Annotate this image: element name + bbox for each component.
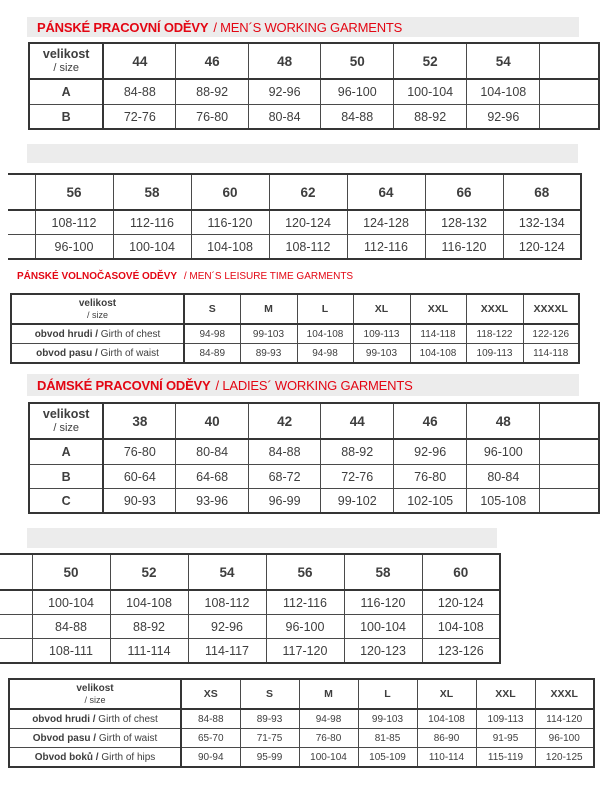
- range-cell: 94-98: [184, 324, 240, 344]
- size-label: velikost: [76, 682, 114, 694]
- size-cell: XXL: [410, 294, 466, 324]
- table-header-row: [29, 43, 599, 79]
- range-cell: 86-90: [417, 729, 476, 748]
- range-cell: 96-100: [266, 615, 344, 639]
- range-cell: 99-103: [353, 344, 410, 364]
- table-row-waist: [11, 344, 579, 364]
- range-cell: 116-120: [191, 210, 269, 235]
- range-cell: 123-126: [422, 639, 500, 664]
- range-cell: 100-104: [113, 235, 191, 260]
- range-cell: 92-96: [394, 439, 467, 465]
- range-cell: 132-134: [503, 210, 581, 235]
- row-label-cz: obvod pasu /: [36, 347, 98, 359]
- size-cell: 44: [321, 403, 394, 439]
- size-cell: 52: [394, 43, 467, 79]
- range-cell: 94-98: [299, 709, 358, 729]
- row-label-cz: Obvod boků /: [34, 751, 99, 763]
- cutoff-cell: [540, 105, 599, 130]
- row-label-cz: obvod hrudi /: [32, 713, 96, 725]
- range-cell: 99-102: [321, 489, 394, 514]
- row-label: [11, 324, 184, 344]
- range-cell: 96-100: [467, 439, 540, 465]
- size-label: velikost: [42, 47, 90, 62]
- range-cell: 100-104: [32, 590, 110, 615]
- cutoff-cell: [540, 43, 599, 79]
- range-cell: 104-108: [297, 324, 353, 344]
- row-label-cz: obvod hrudi /: [34, 328, 99, 340]
- size-cell: XXXL: [535, 679, 594, 709]
- range-cell: 71-75: [240, 729, 299, 748]
- size-cell: 42: [248, 403, 320, 439]
- table-row-chest: [9, 709, 594, 729]
- range-cell: 60-64: [103, 465, 176, 489]
- size-cell: L: [358, 679, 417, 709]
- range-cell: 84-89: [184, 344, 240, 364]
- range-cell: 90-93: [103, 489, 176, 514]
- range-cell: 95-99: [240, 748, 299, 768]
- size-cell: 50: [321, 43, 394, 79]
- range-cell: 93-96: [176, 489, 248, 514]
- range-cell: 109-113: [466, 344, 523, 364]
- section-header-mens-leisure: [17, 271, 353, 282]
- table-row: [8, 235, 581, 260]
- row-label: [9, 709, 181, 729]
- range-cell: 116-120: [425, 235, 503, 260]
- size-cell: 48: [248, 43, 320, 79]
- cutoff-cell: [8, 174, 35, 210]
- row-label: [9, 748, 181, 768]
- range-cell: 76-80: [394, 465, 467, 489]
- range-cell: 88-92: [110, 615, 188, 639]
- table-row-B: [29, 465, 599, 489]
- range-cell: 104-108: [422, 615, 500, 639]
- range-cell: 92-96: [188, 615, 266, 639]
- row-label: A: [29, 439, 103, 465]
- section-header-ladies-working: [27, 374, 579, 396]
- range-cell: 108-112: [35, 210, 113, 235]
- table-row-A: [29, 79, 599, 105]
- size-header-cell: [29, 43, 103, 79]
- range-cell: 92-96: [467, 105, 540, 130]
- size-cell: S: [240, 679, 299, 709]
- range-cell: 96-99: [248, 489, 320, 514]
- size-sublabel: / size: [86, 309, 108, 320]
- mens-leisure-table: [10, 293, 580, 364]
- range-cell: 104-108: [110, 590, 188, 615]
- range-cell: 122-126: [523, 324, 579, 344]
- range-cell: 76-80: [176, 105, 248, 130]
- range-cell: 80-84: [467, 465, 540, 489]
- range-cell: 91-95: [476, 729, 535, 748]
- table-row: [0, 615, 500, 639]
- range-cell: 81-85: [358, 729, 417, 748]
- range-cell: 124-128: [347, 210, 425, 235]
- range-cell: 108-112: [188, 590, 266, 615]
- row-label: [9, 729, 181, 748]
- divider-bar: [27, 144, 578, 163]
- cutoff-cell: [540, 79, 599, 105]
- range-cell: 110-114: [417, 748, 476, 768]
- mens-working-table-1: [28, 42, 600, 130]
- size-cell: XXXXL: [523, 294, 579, 324]
- range-cell: 128-132: [425, 210, 503, 235]
- range-cell: 114-118: [523, 344, 579, 364]
- range-cell: 108-111: [32, 639, 110, 664]
- row-label: C: [29, 489, 103, 514]
- size-cell: M: [240, 294, 297, 324]
- cutoff-cell: [540, 489, 599, 514]
- size-cell: 54: [467, 43, 540, 79]
- cutoff-cell: [0, 554, 32, 590]
- size-cell: XXXL: [466, 294, 523, 324]
- size-cell: S: [184, 294, 240, 324]
- range-cell: 88-92: [176, 79, 248, 105]
- range-cell: 94-98: [297, 344, 353, 364]
- size-sublabel: / size: [84, 694, 106, 705]
- cutoff-cell: [540, 403, 599, 439]
- range-cell: 120-125: [535, 748, 594, 768]
- size-cell: 48: [467, 403, 540, 439]
- range-cell: 72-76: [321, 465, 394, 489]
- range-cell: 92-96: [248, 79, 320, 105]
- range-cell: 99-103: [240, 324, 297, 344]
- cutoff-cell: [0, 639, 32, 664]
- row-label: B: [29, 465, 103, 489]
- range-cell: 104-108: [191, 235, 269, 260]
- row-label: [11, 344, 184, 364]
- range-cell: 89-93: [240, 344, 297, 364]
- range-cell: 102-105: [394, 489, 467, 514]
- section-title-en: / MEN´S WORKING GARMENTS: [213, 19, 403, 35]
- range-cell: 88-92: [321, 439, 394, 465]
- range-cell: 105-109: [358, 748, 417, 768]
- table-row-hips: [9, 748, 594, 768]
- range-cell: 76-80: [103, 439, 176, 465]
- size-cell: 56: [266, 554, 344, 590]
- table-row: [0, 639, 500, 664]
- range-cell: 84-88: [321, 105, 394, 130]
- range-cell: 104-108: [410, 344, 466, 364]
- size-header-cell: [11, 294, 184, 324]
- section-title-cz: DÁMSKÉ PRACOVNÍ ODĚVY: [37, 377, 211, 393]
- size-cell: 66: [425, 174, 503, 210]
- table-row-B: [29, 105, 599, 130]
- size-sublabel: / size: [53, 421, 80, 434]
- size-cell: XL: [417, 679, 476, 709]
- size-cell: 46: [176, 43, 248, 79]
- row-label: A: [29, 79, 103, 105]
- range-cell: 68-72: [248, 465, 320, 489]
- range-cell: 90-94: [181, 748, 240, 768]
- range-cell: 100-104: [394, 79, 467, 105]
- section-title-cz: PÁNSKÉ VOLNOČASOVÉ ODĚVY: [17, 271, 178, 282]
- cutoff-cell: [0, 590, 32, 615]
- mens-working-table-2: [8, 173, 582, 260]
- section-title-en: / LADIES´ WORKING GARMENTS: [215, 377, 413, 393]
- size-cell: 44: [103, 43, 176, 79]
- row-label-en: Girth of hips: [98, 751, 156, 763]
- table-header-row: [9, 679, 594, 709]
- range-cell: 80-84: [176, 439, 248, 465]
- table-row-A: [29, 439, 599, 465]
- range-cell: 64-68: [176, 465, 248, 489]
- range-cell: 104-108: [417, 709, 476, 729]
- row-label-en: Girth of waist: [97, 347, 159, 359]
- size-header-cell: [29, 403, 103, 439]
- cutoff-cell: [0, 615, 32, 639]
- range-cell: 114-120: [535, 709, 594, 729]
- range-cell: 99-103: [358, 709, 417, 729]
- size-cell: M: [299, 679, 358, 709]
- range-cell: 96-100: [35, 235, 113, 260]
- range-cell: 76-80: [299, 729, 358, 748]
- cutoff-cell: [540, 439, 599, 465]
- size-cell: 68: [503, 174, 581, 210]
- size-cell: XL: [353, 294, 410, 324]
- range-cell: 84-88: [32, 615, 110, 639]
- size-header-cell: [9, 679, 181, 709]
- range-cell: 120-124: [422, 590, 500, 615]
- cutoff-cell: [8, 210, 35, 235]
- row-label-en: Girth of waist: [96, 732, 158, 744]
- range-cell: 115-119: [476, 748, 535, 768]
- size-cell: 38: [103, 403, 176, 439]
- range-cell: 96-100: [321, 79, 394, 105]
- range-cell: 72-76: [103, 105, 176, 130]
- range-cell: 114-118: [410, 324, 466, 344]
- size-cell: 52: [110, 554, 188, 590]
- size-cell: 60: [422, 554, 500, 590]
- row-label-en: Girth of chest: [98, 328, 161, 340]
- row-label: B: [29, 105, 103, 130]
- size-cell: 54: [188, 554, 266, 590]
- range-cell: 80-84: [248, 105, 320, 130]
- size-cell: 46: [394, 403, 467, 439]
- section-title-en: / MEN´S LEISURE TIME GARMENTS: [183, 271, 354, 282]
- range-cell: 88-92: [394, 105, 467, 130]
- range-cell: 84-88: [248, 439, 320, 465]
- row-label-cz: Obvod pasu /: [32, 732, 97, 744]
- divider-bar: [27, 528, 497, 548]
- range-cell: 112-116: [113, 210, 191, 235]
- range-cell: 111-114: [110, 639, 188, 664]
- range-cell: 100-104: [299, 748, 358, 768]
- range-cell: 120-124: [503, 235, 581, 260]
- range-cell: 112-116: [347, 235, 425, 260]
- cutoff-cell: [8, 235, 35, 260]
- range-cell: 116-120: [344, 590, 422, 615]
- size-cell: 62: [269, 174, 347, 210]
- table-row-waist: [9, 729, 594, 748]
- size-cell: 56: [35, 174, 113, 210]
- range-cell: 105-108: [467, 489, 540, 514]
- range-cell: 104-108: [467, 79, 540, 105]
- table-header-row: [0, 554, 500, 590]
- range-cell: 65-70: [181, 729, 240, 748]
- size-cell: 58: [113, 174, 191, 210]
- size-cell: 50: [32, 554, 110, 590]
- size-label: velikost: [78, 297, 117, 309]
- range-cell: 118-122: [466, 324, 523, 344]
- range-cell: 109-113: [353, 324, 410, 344]
- size-label: velikost: [42, 407, 90, 422]
- table-header-row: [29, 403, 599, 439]
- range-cell: 84-88: [181, 709, 240, 729]
- row-label-en: Girth of chest: [95, 713, 158, 725]
- ladies-working-table-1: [28, 402, 600, 514]
- table-header-row: [11, 294, 579, 324]
- range-cell: 89-93: [240, 709, 299, 729]
- size-cell: L: [297, 294, 353, 324]
- ladies-letter-sizes-table: [8, 678, 595, 768]
- range-cell: 120-124: [269, 210, 347, 235]
- range-cell: 100-104: [344, 615, 422, 639]
- table-row-chest: [11, 324, 579, 344]
- range-cell: 108-112: [269, 235, 347, 260]
- size-cell: 60: [191, 174, 269, 210]
- size-cell: 64: [347, 174, 425, 210]
- size-cell: XXL: [476, 679, 535, 709]
- table-header-row: [8, 174, 581, 210]
- table-row: [8, 210, 581, 235]
- section-header-mens-working: [27, 17, 579, 37]
- size-cell: 40: [176, 403, 248, 439]
- size-sublabel: / size: [53, 61, 80, 74]
- ladies-working-table-2: [0, 553, 501, 664]
- cutoff-cell: [540, 465, 599, 489]
- size-cell: XS: [181, 679, 240, 709]
- table-row: [0, 590, 500, 615]
- range-cell: 120-123: [344, 639, 422, 664]
- size-cell: 58: [344, 554, 422, 590]
- range-cell: 96-100: [535, 729, 594, 748]
- section-title-cz: PÁNSKÉ PRACOVNÍ ODĚVY: [37, 19, 209, 35]
- range-cell: 112-116: [266, 590, 344, 615]
- table-row-C: [29, 489, 599, 514]
- range-cell: 109-113: [476, 709, 535, 729]
- range-cell: 84-88: [103, 79, 176, 105]
- range-cell: 114-117: [188, 639, 266, 664]
- range-cell: 117-120: [266, 639, 344, 664]
